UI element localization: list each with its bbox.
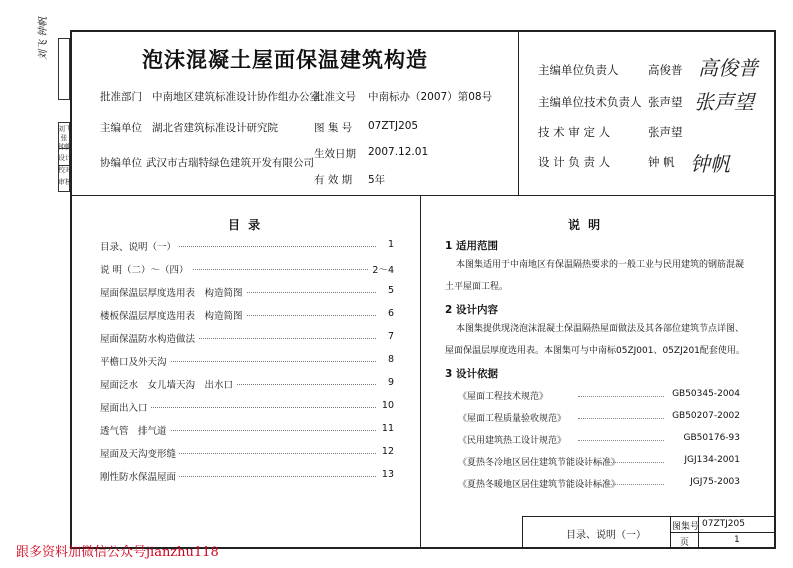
leader-dots xyxy=(578,462,664,463)
toc-heading: 目 录 xyxy=(228,218,263,232)
standard-code: GB50176-93 xyxy=(683,433,740,443)
notes-heading: 说 明 xyxy=(568,218,603,232)
toc-item xyxy=(100,308,394,322)
notes-section-2: 2 设计内容 xyxy=(445,304,498,316)
sig-name-2: 张声望 xyxy=(648,95,683,109)
validity-label: 有 效 期 xyxy=(314,174,353,186)
sig-name-3: 张声望 xyxy=(648,125,683,139)
toc-item-page: 13 xyxy=(379,469,394,480)
standard-code: JGJ134-2001 xyxy=(684,455,740,465)
toc-item-page: 5 xyxy=(385,285,394,296)
notes-section-3: 3 设计依据 xyxy=(445,368,498,380)
toc-item-page: 12 xyxy=(379,446,394,457)
standard-name: 《夏热冬冷地区居住建筑节能设计标准》 xyxy=(458,458,621,468)
toc-item-title: 刚性防水保温屋面 xyxy=(100,469,179,483)
standard-item xyxy=(458,389,740,403)
toc-item-page: 1 xyxy=(385,239,394,250)
standard-item xyxy=(458,455,740,469)
standard-name: 《夏热冬暖地区居住建筑节能设计标准》 xyxy=(458,480,621,490)
side-stamp-top xyxy=(58,38,70,100)
toc-item xyxy=(100,331,394,345)
toc-item-title: 屋面保温防水构造做法 xyxy=(100,331,198,345)
side-stamp-low-text: 设计 校对 审核 xyxy=(58,154,72,186)
toc-item-page: 2～4 xyxy=(369,262,394,276)
effective-date-label: 生效日期 xyxy=(314,148,356,160)
toc-item xyxy=(100,239,394,253)
leader-dots xyxy=(578,418,664,419)
toc-item-page: 6 xyxy=(385,308,394,319)
tb-page-label: 页 xyxy=(680,538,690,548)
approval-doc-label: 批准文号 xyxy=(314,91,356,103)
validity: 5年 xyxy=(368,174,386,186)
toc-item xyxy=(100,262,394,276)
watermark-text: 跟多资料加微信公众号jianzhu118 xyxy=(16,545,219,560)
tb-divider-3 xyxy=(670,532,775,533)
sig-role-3: 技 术 审 定 人 xyxy=(538,125,611,139)
sig-hand-4: 钟帆 xyxy=(690,152,730,176)
toc-item xyxy=(100,285,394,299)
approval-dept-label: 批准部门 xyxy=(100,91,142,103)
tb-atlas-label: 图集号 xyxy=(672,522,700,532)
side-stamp-mid-text: 刘飞 张 钟帆 xyxy=(58,125,72,151)
sig-role-4: 设 计 负 责 人 xyxy=(538,155,611,169)
editor-unit: 湖北省建筑标准设计研究院 xyxy=(152,122,278,134)
toc-item-title: 屋面出入口 xyxy=(100,400,151,414)
standard-name: 《屋面工程质量验收规范》 xyxy=(458,414,567,424)
toc-item-title: 屋面保温层厚度选用表 构造简图 xyxy=(100,285,246,299)
leader-dots xyxy=(578,440,664,441)
toc-item-title: 平檐口及外天沟 xyxy=(100,354,170,368)
tb-atlas-value: 07ZTJ205 xyxy=(702,519,745,529)
standard-item xyxy=(458,477,740,491)
standard-code: JGJ75-2003 xyxy=(690,477,740,487)
notes-s2-line-1: 本图集提供现浇泡沫混凝土保温隔热屋面做法及其各部位建筑节点详图、 xyxy=(456,324,745,334)
atlas-no: 07ZTJ205 xyxy=(368,120,419,132)
standard-code: GB50345-2004 xyxy=(672,389,740,399)
toc-item-title: 目录、说明（一） xyxy=(100,239,179,253)
side-handwriting-top: 刘飞 钟帆 xyxy=(38,16,49,60)
signature-divider xyxy=(518,31,519,195)
atlas-no-label: 图 集 号 xyxy=(314,122,353,134)
toc-item-page: 10 xyxy=(379,400,394,411)
toc-item xyxy=(100,446,394,460)
toc-item-title: 屋面泛水 女儿墙天沟 出水口 xyxy=(100,377,236,391)
toc-item-title: 楼板保温层厚度选用表 构造简图 xyxy=(100,308,246,322)
toc-item xyxy=(100,423,394,437)
toc-item-page: 9 xyxy=(385,377,394,388)
tb-page-value: 1 xyxy=(734,535,740,545)
sig-name-4: 钟 帆 xyxy=(648,155,675,169)
notes-s1-line-1: 本图集适用于中南地区有保温隔热要求的一般工业与民用建筑的钢筋混凝 xyxy=(456,260,745,270)
toc-item-page: 8 xyxy=(385,354,394,365)
toc-item xyxy=(100,377,394,391)
approval-dept: 中南地区建筑标准设计协作组办公室 xyxy=(152,91,320,103)
leader-dots xyxy=(578,396,664,397)
content-divider xyxy=(420,196,421,548)
toc-item xyxy=(100,400,394,414)
editor-unit-label: 主编单位 xyxy=(100,122,142,134)
notes-s1-line-2: 土平屋面工程。 xyxy=(445,282,509,292)
page-title: 泡沫混凝土屋面保温建筑构造 xyxy=(142,48,428,72)
toc-item-title: 屋面及天沟变形缝 xyxy=(100,446,179,460)
co-editor-label: 协编单位 xyxy=(100,157,142,169)
standard-name: 《民用建筑热工设计规范》 xyxy=(458,436,567,446)
sig-role-2: 主编单位技术负责人 xyxy=(538,95,642,109)
standard-item xyxy=(458,433,740,447)
approval-doc: 中南标办（2007）第08号 xyxy=(368,91,493,103)
sig-hand-1: 高俊普 xyxy=(698,56,758,80)
sig-role-1: 主编单位负责人 xyxy=(538,63,619,77)
notes-section-1: 1 适用范围 xyxy=(445,240,498,252)
standard-name: 《屋面工程技术规范》 xyxy=(458,392,549,402)
notes-s2-line-2: 屋面保温层厚度选用表。本图集可与中南标05ZJ001、05ZJ201配套使用。 xyxy=(445,346,745,356)
standard-code: GB50207-2002 xyxy=(672,411,740,421)
toc-item-page: 11 xyxy=(379,423,394,434)
leader-dots xyxy=(578,484,664,485)
standard-item xyxy=(458,411,740,425)
sig-hand-2: 张声望 xyxy=(694,90,754,114)
toc-item-page: 7 xyxy=(385,331,394,342)
effective-date: 2007.12.01 xyxy=(368,146,429,158)
toc-item xyxy=(100,469,394,483)
toc-item xyxy=(100,354,394,368)
toc-item-title: 说 明（二）～（四） xyxy=(100,262,192,276)
header-divider xyxy=(71,195,775,196)
toc-item-title: 透气管 排气道 xyxy=(100,423,170,437)
co-editor: 武汉市古瑞特绿色建筑开发有限公司 xyxy=(146,157,314,169)
tb-sheet-name: 目录、说明（一） xyxy=(566,530,646,541)
sig-name-1: 高俊普 xyxy=(648,63,683,77)
